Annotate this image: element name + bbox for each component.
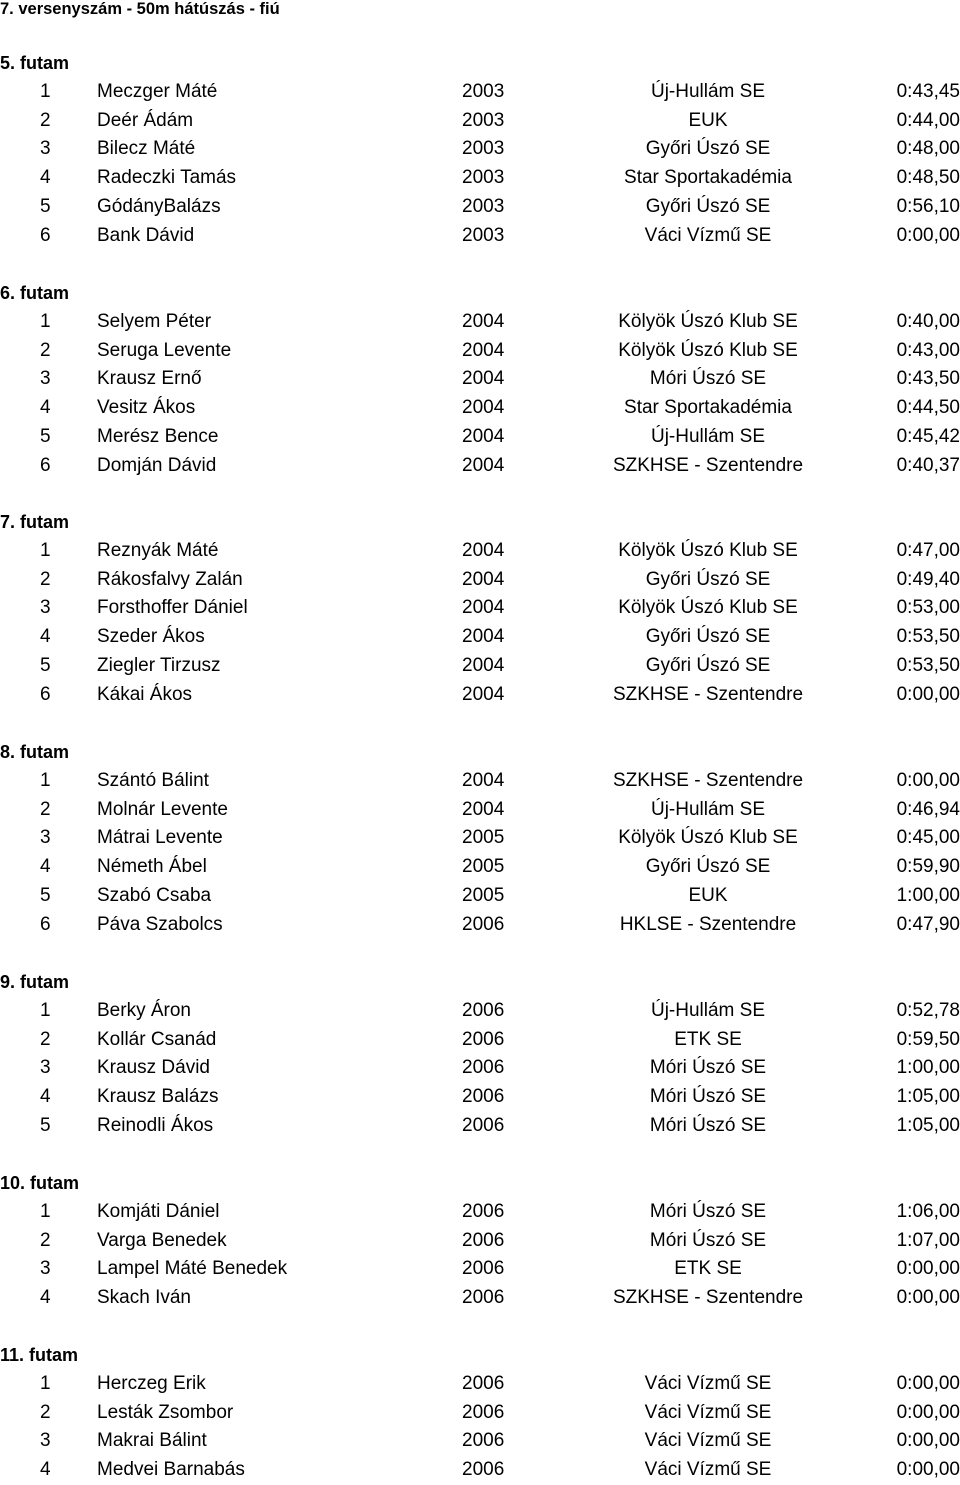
heat-title: 6. futam <box>0 283 70 303</box>
swimmer-name: Bilecz Máté <box>97 138 196 160</box>
heat-block <box>0 738 960 939</box>
place-cell: 2 <box>40 1028 51 1050</box>
event-title: 7. versenyszám - 50m hátúszás - fiú <box>0 0 280 18</box>
place-cell: 2 <box>40 109 51 131</box>
result-row <box>0 1284 960 1313</box>
swimmer-name: Molnár Levente <box>97 798 228 820</box>
place-cell: 3 <box>40 138 51 160</box>
birth-year: 2003 <box>462 167 505 188</box>
place-cell: 5 <box>40 1114 51 1136</box>
result-row <box>0 681 960 710</box>
birth-year: 2006 <box>462 1028 505 1050</box>
result-row <box>0 1054 960 1083</box>
result-row <box>0 853 960 882</box>
result-row <box>0 394 960 423</box>
club-name: Váci Vízmű SE <box>644 224 772 246</box>
birth-year: 2004 <box>462 425 505 447</box>
result-time: 0:43,00 <box>896 339 960 361</box>
place-cell: 4 <box>40 397 51 418</box>
result-row <box>0 1083 960 1112</box>
club-name: Kölyök Úszó Klub SE <box>618 827 798 849</box>
heat-block <box>0 279 960 480</box>
result-row <box>0 1255 960 1284</box>
club-name: Star Sportakadémia <box>624 397 792 418</box>
heat-block <box>0 968 960 1141</box>
birth-year: 2006 <box>462 1401 505 1423</box>
birth-year: 2004 <box>462 597 505 619</box>
place-cell: 4 <box>40 626 51 647</box>
birth-year: 2003 <box>462 195 505 217</box>
place-cell: 3 <box>40 597 51 619</box>
result-time: 0:53,00 <box>896 597 960 619</box>
result-time: 0:00,00 <box>896 683 960 705</box>
swimmer-name: GódányBalázs <box>97 195 221 217</box>
club-name: Móri Úszó SE <box>649 1200 767 1222</box>
result-time: 0:48,00 <box>896 138 960 160</box>
swimmer-name: Radeczki Tamás <box>97 167 237 188</box>
birth-year: 2004 <box>462 339 505 361</box>
place-cell: 3 <box>40 1430 51 1452</box>
result-row <box>0 193 960 222</box>
place-cell: 1 <box>40 769 51 791</box>
club-name: Új-Hullám SE <box>650 425 766 447</box>
place-cell: 5 <box>40 195 51 217</box>
birth-year: 2005 <box>462 856 505 877</box>
result-time: 1:06,00 <box>896 1200 960 1222</box>
swimmer-name: Medvei Barnabás <box>97 1459 245 1480</box>
place-cell: 2 <box>40 1401 51 1423</box>
swimmer-name: Kollár Csanád <box>97 1028 217 1050</box>
result-time: 0:00,00 <box>896 1372 960 1394</box>
result-row <box>0 997 960 1026</box>
swimmer-name: Rákosfalvy Zalán <box>97 568 243 590</box>
birth-year: 2006 <box>462 1459 505 1480</box>
swimmer-name: Vesitz Ákos <box>97 397 196 418</box>
swimmer-name: Kákai Ákos <box>97 683 193 705</box>
club-name: Móri Úszó SE <box>649 1086 767 1107</box>
birth-year: 2004 <box>462 568 505 590</box>
result-time: 0:40,00 <box>896 310 960 332</box>
heat-block <box>0 1169 960 1313</box>
result-time: 0:52,78 <box>896 999 960 1021</box>
swimmer-name: Páva Szabolcs <box>97 913 223 935</box>
birth-year: 2003 <box>462 224 505 246</box>
result-row <box>0 1026 960 1055</box>
birth-year: 2006 <box>462 1430 505 1452</box>
result-row <box>0 308 960 337</box>
result-time: 0:48,50 <box>896 167 960 188</box>
result-time: 0:47,00 <box>896 539 960 561</box>
club-name: ETK SE <box>674 1028 742 1050</box>
result-time: 0:40,37 <box>896 454 960 476</box>
place-cell: 2 <box>40 568 51 590</box>
place-cell: 6 <box>40 454 51 476</box>
club-name: Móri Úszó SE <box>649 1057 767 1079</box>
swimmer-name: Németh Ábel <box>97 856 207 877</box>
result-time: 1:07,00 <box>896 1229 960 1251</box>
heat-title: 8. futam <box>0 742 70 762</box>
club-name: Új-Hullám SE <box>650 798 766 820</box>
place-cell: 6 <box>40 913 51 935</box>
swimmer-name: Varga Benedek <box>97 1229 227 1251</box>
birth-year: 2006 <box>462 1114 505 1136</box>
result-row <box>0 652 960 681</box>
result-time: 0:47,90 <box>896 913 960 935</box>
place-cell: 2 <box>40 1229 51 1251</box>
club-name: SZKHSE - Szentendre <box>612 769 804 791</box>
club-name: SZKHSE - Szentendre <box>612 683 804 705</box>
swimmer-name: Merész Bence <box>97 425 219 447</box>
birth-year: 2004 <box>462 654 505 676</box>
birth-year: 2006 <box>462 1200 505 1222</box>
swimmer-name: Krausz Balázs <box>97 1086 219 1107</box>
result-time: 1:00,00 <box>896 884 960 906</box>
place-cell: 1 <box>40 1200 51 1222</box>
heat-title: 9. futam <box>0 972 70 992</box>
club-name: Váci Vízmű SE <box>644 1372 772 1394</box>
result-row <box>0 767 960 796</box>
swimmer-name: Deér Ádám <box>97 109 194 131</box>
club-name: Kölyök Úszó Klub SE <box>618 539 798 561</box>
result-row <box>0 537 960 566</box>
swimmer-name: Domján Dávid <box>97 454 217 476</box>
birth-year: 2004 <box>462 626 505 647</box>
place-cell: 6 <box>40 224 51 246</box>
place-cell: 4 <box>40 856 51 877</box>
result-time: 0:45,00 <box>896 827 960 849</box>
birth-year: 2004 <box>462 769 505 791</box>
result-row <box>0 78 960 107</box>
club-name: Star Sportakadémia <box>624 167 792 188</box>
result-row <box>0 135 960 164</box>
swimmer-name: Skach Iván <box>97 1287 191 1308</box>
swimmer-name: Reinodli Ákos <box>97 1114 214 1136</box>
club-name: Új-Hullám SE <box>650 999 766 1021</box>
result-row <box>0 1198 960 1227</box>
club-name: Kölyök Úszó Klub SE <box>618 339 798 361</box>
result-row <box>0 911 960 940</box>
result-row <box>0 1227 960 1256</box>
result-time: 1:05,00 <box>896 1086 960 1107</box>
birth-year: 2006 <box>462 1258 505 1280</box>
heat-title: 5. futam <box>0 53 70 73</box>
place-cell: 1 <box>40 310 51 332</box>
place-cell: 5 <box>40 654 51 676</box>
result-time: 0:59,50 <box>896 1028 960 1050</box>
result-row <box>0 1112 960 1141</box>
swimmer-name: Krausz Dávid <box>97 1057 210 1079</box>
club-name: Móri Úszó SE <box>649 368 767 390</box>
birth-year: 2005 <box>462 884 505 906</box>
club-name: Váci Vízmű SE <box>644 1459 772 1480</box>
result-time: 1:05,00 <box>896 1114 960 1136</box>
result-time: 1:00,00 <box>896 1057 960 1079</box>
swimmer-name: Seruga Levente <box>97 339 232 361</box>
club-name: Kölyök Úszó Klub SE <box>618 310 798 332</box>
result-time: 0:44,00 <box>896 109 960 131</box>
place-cell: 1 <box>40 999 51 1021</box>
place-cell: 3 <box>40 1057 51 1079</box>
swimmer-name: Komjáti Dániel <box>97 1200 220 1222</box>
result-time: 0:45,42 <box>896 425 960 447</box>
place-cell: 1 <box>40 1372 51 1394</box>
place-cell: 3 <box>40 1258 51 1280</box>
club-name: SZKHSE - Szentendre <box>612 1287 804 1308</box>
birth-year: 2003 <box>462 80 505 102</box>
birth-year: 2006 <box>462 1372 505 1394</box>
place-cell: 4 <box>40 1287 51 1308</box>
birth-year: 2004 <box>462 683 505 705</box>
club-name: ETK SE <box>674 1258 742 1280</box>
result-time: 0:00,00 <box>896 1258 960 1280</box>
club-name: Győri Úszó SE <box>645 654 771 676</box>
result-time: 0:00,00 <box>896 769 960 791</box>
birth-year: 2006 <box>462 913 505 935</box>
swimmer-name: Reznyák Máté <box>97 539 219 561</box>
club-name: Váci Vízmű SE <box>644 1401 772 1423</box>
heat-block <box>0 508 960 709</box>
swimmer-name: Bank Dávid <box>97 224 195 246</box>
swimmer-name: Berky Áron <box>97 999 191 1021</box>
result-row <box>0 222 960 251</box>
heat-title: 7. futam <box>0 512 70 532</box>
result-time: 0:43,50 <box>896 368 960 390</box>
result-time: 0:49,40 <box>896 568 960 590</box>
club-name: Móri Úszó SE <box>649 1114 767 1136</box>
result-time: 0:59,90 <box>896 856 960 877</box>
club-name: Győri Úszó SE <box>645 568 771 590</box>
place-cell: 5 <box>40 884 51 906</box>
birth-year: 2004 <box>462 310 505 332</box>
result-row <box>0 365 960 394</box>
club-name: Győri Úszó SE <box>645 856 771 877</box>
swimmer-name: Makrai Bálint <box>97 1430 207 1452</box>
swimmer-name: Szabó Csaba <box>97 884 212 906</box>
heat-title: 10. futam <box>0 1173 80 1193</box>
birth-year: 2004 <box>462 539 505 561</box>
result-time: 0:00,00 <box>896 1287 960 1308</box>
result-row <box>0 1370 960 1399</box>
birth-year: 2003 <box>462 109 505 131</box>
swimmer-name: Forsthoffer Dániel <box>97 597 248 619</box>
place-cell: 2 <box>40 339 51 361</box>
result-time: 0:43,45 <box>896 80 960 102</box>
birth-year: 2006 <box>462 999 505 1021</box>
swimmer-name: Ziegler Tirzusz <box>97 654 221 676</box>
club-name: EUK <box>688 884 728 906</box>
result-row <box>0 824 960 853</box>
place-cell: 2 <box>40 798 51 820</box>
swimmer-name: Krausz Ernő <box>97 368 202 390</box>
birth-year: 2006 <box>462 1057 505 1079</box>
heat-title: 11. futam <box>0 1345 79 1365</box>
club-name: Győri Úszó SE <box>645 138 771 160</box>
birth-year: 2004 <box>462 368 505 390</box>
place-cell: 3 <box>40 368 51 390</box>
result-row <box>0 423 960 452</box>
result-row <box>0 337 960 366</box>
birth-year: 2005 <box>462 827 505 849</box>
swimmer-name: Meczger Máté <box>97 80 218 102</box>
result-row <box>0 796 960 825</box>
club-name: Győri Úszó SE <box>645 195 771 217</box>
result-time: 0:00,00 <box>896 1459 960 1480</box>
birth-year: 2004 <box>462 454 505 476</box>
club-name: EUK <box>688 109 728 131</box>
place-cell: 5 <box>40 425 51 447</box>
result-time: 0:00,00 <box>896 224 960 246</box>
result-row <box>0 1456 960 1485</box>
swimmer-name: Selyem Péter <box>97 310 212 332</box>
heat-block <box>0 1341 960 1485</box>
birth-year: 2004 <box>462 397 505 418</box>
birth-year: 2004 <box>462 798 505 820</box>
result-row <box>0 1427 960 1456</box>
result-row <box>0 107 960 136</box>
result-time: 0:53,50 <box>896 654 960 676</box>
place-cell: 3 <box>40 827 51 849</box>
swimmer-name: Lesták Zsombor <box>97 1401 234 1423</box>
result-row <box>0 623 960 652</box>
place-cell: 4 <box>40 1086 51 1107</box>
result-time: 0:53,50 <box>896 626 960 647</box>
result-time: 0:00,00 <box>896 1430 960 1452</box>
result-time: 0:00,00 <box>896 1401 960 1423</box>
club-name: Új-Hullám SE <box>650 80 766 102</box>
club-name: Kölyök Úszó Klub SE <box>618 597 798 619</box>
result-row <box>0 882 960 911</box>
result-row <box>0 452 960 481</box>
place-cell: 6 <box>40 683 51 705</box>
result-row <box>0 594 960 623</box>
swimmer-name: Herczeg Erik <box>97 1372 206 1394</box>
swimmer-name: Szeder Ákos <box>97 626 205 647</box>
place-cell: 1 <box>40 539 51 561</box>
result-row <box>0 566 960 595</box>
birth-year: 2006 <box>462 1086 505 1107</box>
place-cell: 4 <box>40 167 51 188</box>
result-time: 0:44,50 <box>896 397 960 418</box>
place-cell: 4 <box>40 1459 51 1480</box>
club-name: Váci Vízmű SE <box>644 1430 772 1452</box>
club-name: Győri Úszó SE <box>645 626 771 647</box>
result-time: 0:56,10 <box>896 195 960 217</box>
birth-year: 2006 <box>462 1229 505 1251</box>
birth-year: 2006 <box>462 1287 505 1308</box>
swimmer-name: Mátrai Levente <box>97 827 223 849</box>
birth-year: 2003 <box>462 138 505 160</box>
swimmer-name: Szántó Bálint <box>97 769 209 791</box>
result-time: 0:46,94 <box>896 798 960 820</box>
result-row <box>0 1399 960 1428</box>
place-cell: 1 <box>40 80 51 102</box>
club-name: HKLSE - Szentendre <box>619 913 797 935</box>
heat-block <box>0 49 960 250</box>
swimmer-name: Lampel Máté Benedek <box>97 1258 288 1280</box>
result-row <box>0 164 960 193</box>
club-name: Móri Úszó SE <box>649 1229 767 1251</box>
club-name: SZKHSE - Szentendre <box>612 454 804 476</box>
